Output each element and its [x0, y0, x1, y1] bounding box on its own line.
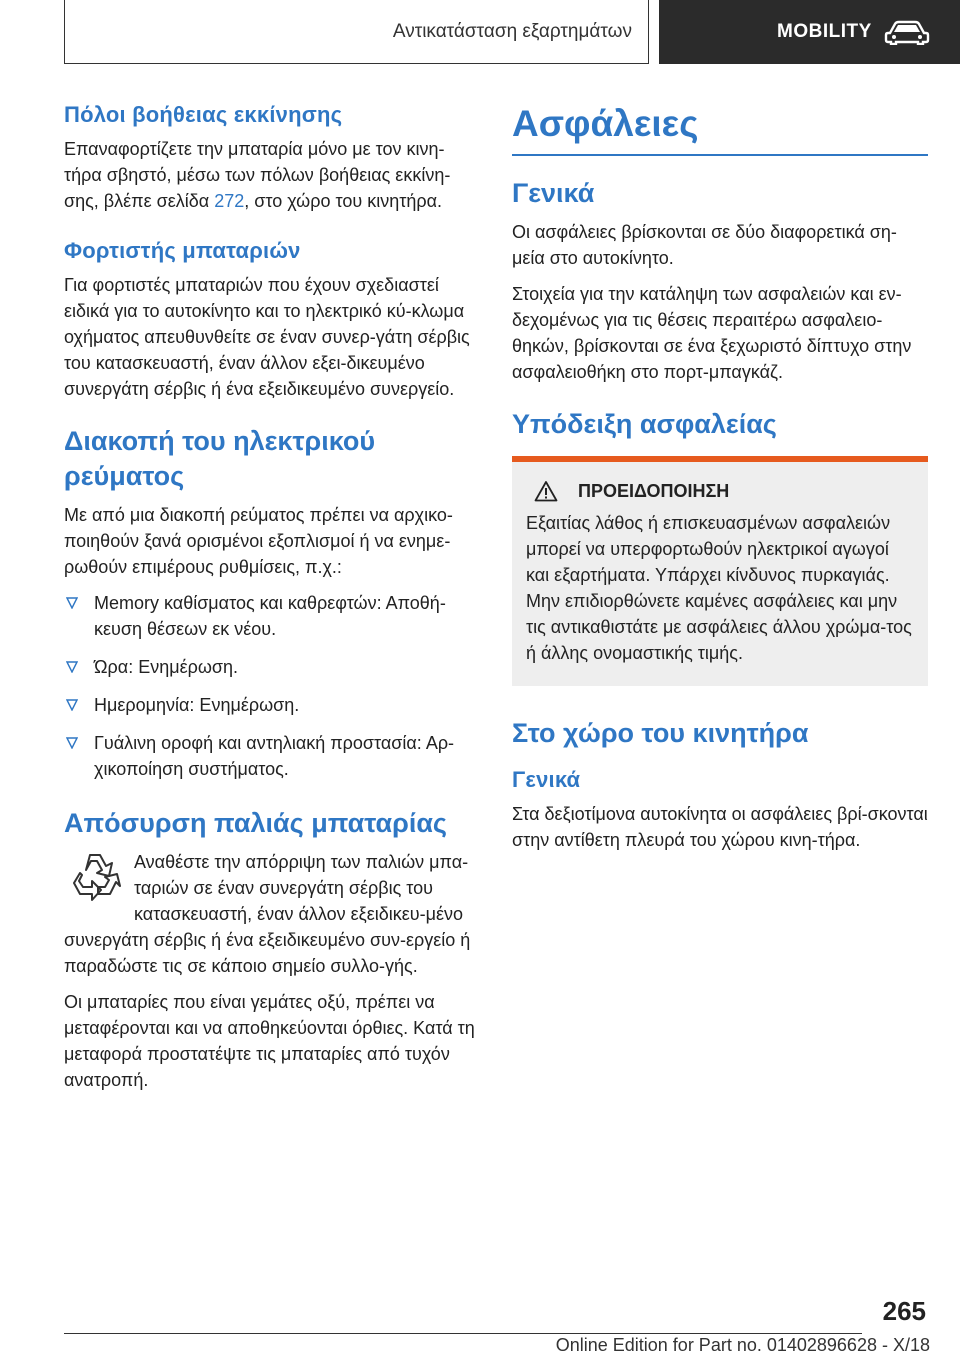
fuses-heading: Ασφάλειες — [512, 100, 928, 156]
engine-paragraph: Στα δεξιοτίμονα αυτοκίνητα οι ασφάλειες βρί-σκονται στην αντίθετη πλευρά του χώρου κινη-τήρα. — [512, 804, 928, 850]
warning-triangle-icon — [534, 480, 558, 502]
list-item: Γυάλινη οροφή και αντηλιακή προστασία: Αρ-χικοποίηση συστήματος. — [64, 730, 480, 782]
header-chapter-title: MOBILITY — [777, 21, 872, 42]
footer-edition: Online Edition for Part no. 01402896628 - X/18 — [555, 1335, 930, 1355]
triangle-bullet-icon — [66, 661, 78, 673]
power-interruption-heading: Διακοπή του ηλεκτρικού ρεύματος — [64, 426, 376, 491]
disposal-paragraph: Αναθέστε την απόρριψη των παλιών μπα-ταριών σε έναν συνεργάτη σέρβις του κατασκευαστή, έναν άλλον εξειδικευ-μένο συνεργάτη σέρβις ή ένα εξειδικευμένο συν-εργείο ή παραδώστε τις σε κάποιο σημείο συλλο-γής. — [64, 852, 471, 976]
footer-divider — [64, 1333, 862, 1334]
general-paragraph-1: Οι ασφάλειες βρίσκονται σε δύο διαφορετικά ση-μεία στο αυτοκίνητο. — [512, 222, 897, 268]
warning-title — [526, 480, 914, 502]
power-interruption-paragraph: Με από μια διακοπή ρεύματος πρέπει να αρχικο-ποιηθούν ξανά ορισμένοι εξοπλισμοί ή να ενημε-ρωθούν επιμέρους ρυθμίσεις, π.χ.: — [64, 505, 453, 577]
warning-text: Εξαιτίας λάθος ή επισκευασμένων ασφαλειών μπορεί να υπερφορτωθούν ηλεκτρικοί αγωγοί και εξαρτήματα. Υπάρχει κίνδυνος πυρκαγιάς. Μην επιδιορθώνετε καμένες ασφάλειες και μην τις αντικαθιστάτε με ασφάλειες άλλου χρώμα-τος ή άλλης ονομαστικής τιμής. — [526, 513, 912, 663]
header-section-tab — [64, 0, 649, 64]
general-heading: Γενικά — [512, 178, 595, 208]
page-reference-link[interactable]: 272 — [214, 191, 245, 211]
triangle-bullet-icon — [66, 597, 78, 609]
warning-box — [512, 456, 928, 686]
engine-compartment-heading: Στο χώρο του κινητήρα — [512, 718, 809, 748]
list-item: Memory καθίσματος και καθρεφτών: Αποθή-κευση θέσεων εκ νέου. — [64, 590, 480, 642]
page-number: 265 — [882, 1296, 926, 1326]
safety-note-heading: Υπόδειξη ασφαλείας — [512, 409, 777, 439]
power-interruption-list — [64, 590, 480, 782]
disposal-block — [64, 849, 480, 989]
jump-start-paragraph: Επαναφορτίζετε την μπαταρία μόνο με τον κινη-τήρα σβηστό, μέσω των πόλων βοήθειας εκκίνη-σης, βλέπε σελίδα 272, στο χώρο του κινητήρα. — [64, 139, 451, 211]
car-icon — [884, 19, 930, 45]
acid-battery-paragraph: Οι μπαταρίες που είναι γεμάτες οξύ, πρέπει να μεταφέρονται και να αποθηκεύονται όρθιες. Κατά τη μεταφορά προστατέψτε τις μπαταρίες από τυχόν ανατροπή. — [64, 992, 475, 1090]
list-item: Ημερομηνία: Ενημέρωση. — [64, 692, 480, 718]
general-paragraph-2: Στοιχεία για την κατάληψη των ασφαλειών και εν-δεχομένως για τις θέσεις περαιτέρω ασφαλειο-θηκών, βρίσκονται σε ένα ξεχωριστό δίπτυχο στην ασφαλειοθήκη στο πορτ-μπαγκάζ. — [512, 284, 912, 382]
recycle-icon — [68, 849, 122, 907]
warning-label: ΠΡΟΕΙΔΟΠΟΙΗΣΗ — [578, 480, 730, 501]
jump-start-heading: Πόλοι βοήθειας εκκίνησης — [64, 102, 343, 127]
triangle-bullet-icon — [66, 737, 78, 749]
engine-general-heading: Γενικά — [512, 767, 581, 792]
header-chapter-tab — [659, 0, 960, 64]
triangle-bullet-icon — [66, 699, 78, 711]
left-column — [64, 100, 480, 1103]
list-item: Ώρα: Ενημέρωση. — [64, 654, 480, 680]
charger-paragraph: Για φορτιστές μπαταριών που έχουν σχεδιαστεί ειδικά για το αυτοκίνητο και το ηλεκτρικό κύ-κλωμα οχήματος απευθυνθείτε σε έναν συνερ-γάτη σέρβις του κατασκευαστή, έναν άλλον εξει-δικευμένο συνεργάτη σέρβις ή ένα εξειδικευμένο συνεργείο. — [64, 275, 470, 399]
charger-heading: Φορτιστής μπαταριών — [64, 238, 301, 263]
battery-disposal-heading: Απόσυρση παλιάς μπαταρίας — [64, 808, 447, 838]
right-column — [512, 100, 928, 863]
header-section-title: Αντικατάσταση εξαρτημάτων — [392, 20, 632, 42]
